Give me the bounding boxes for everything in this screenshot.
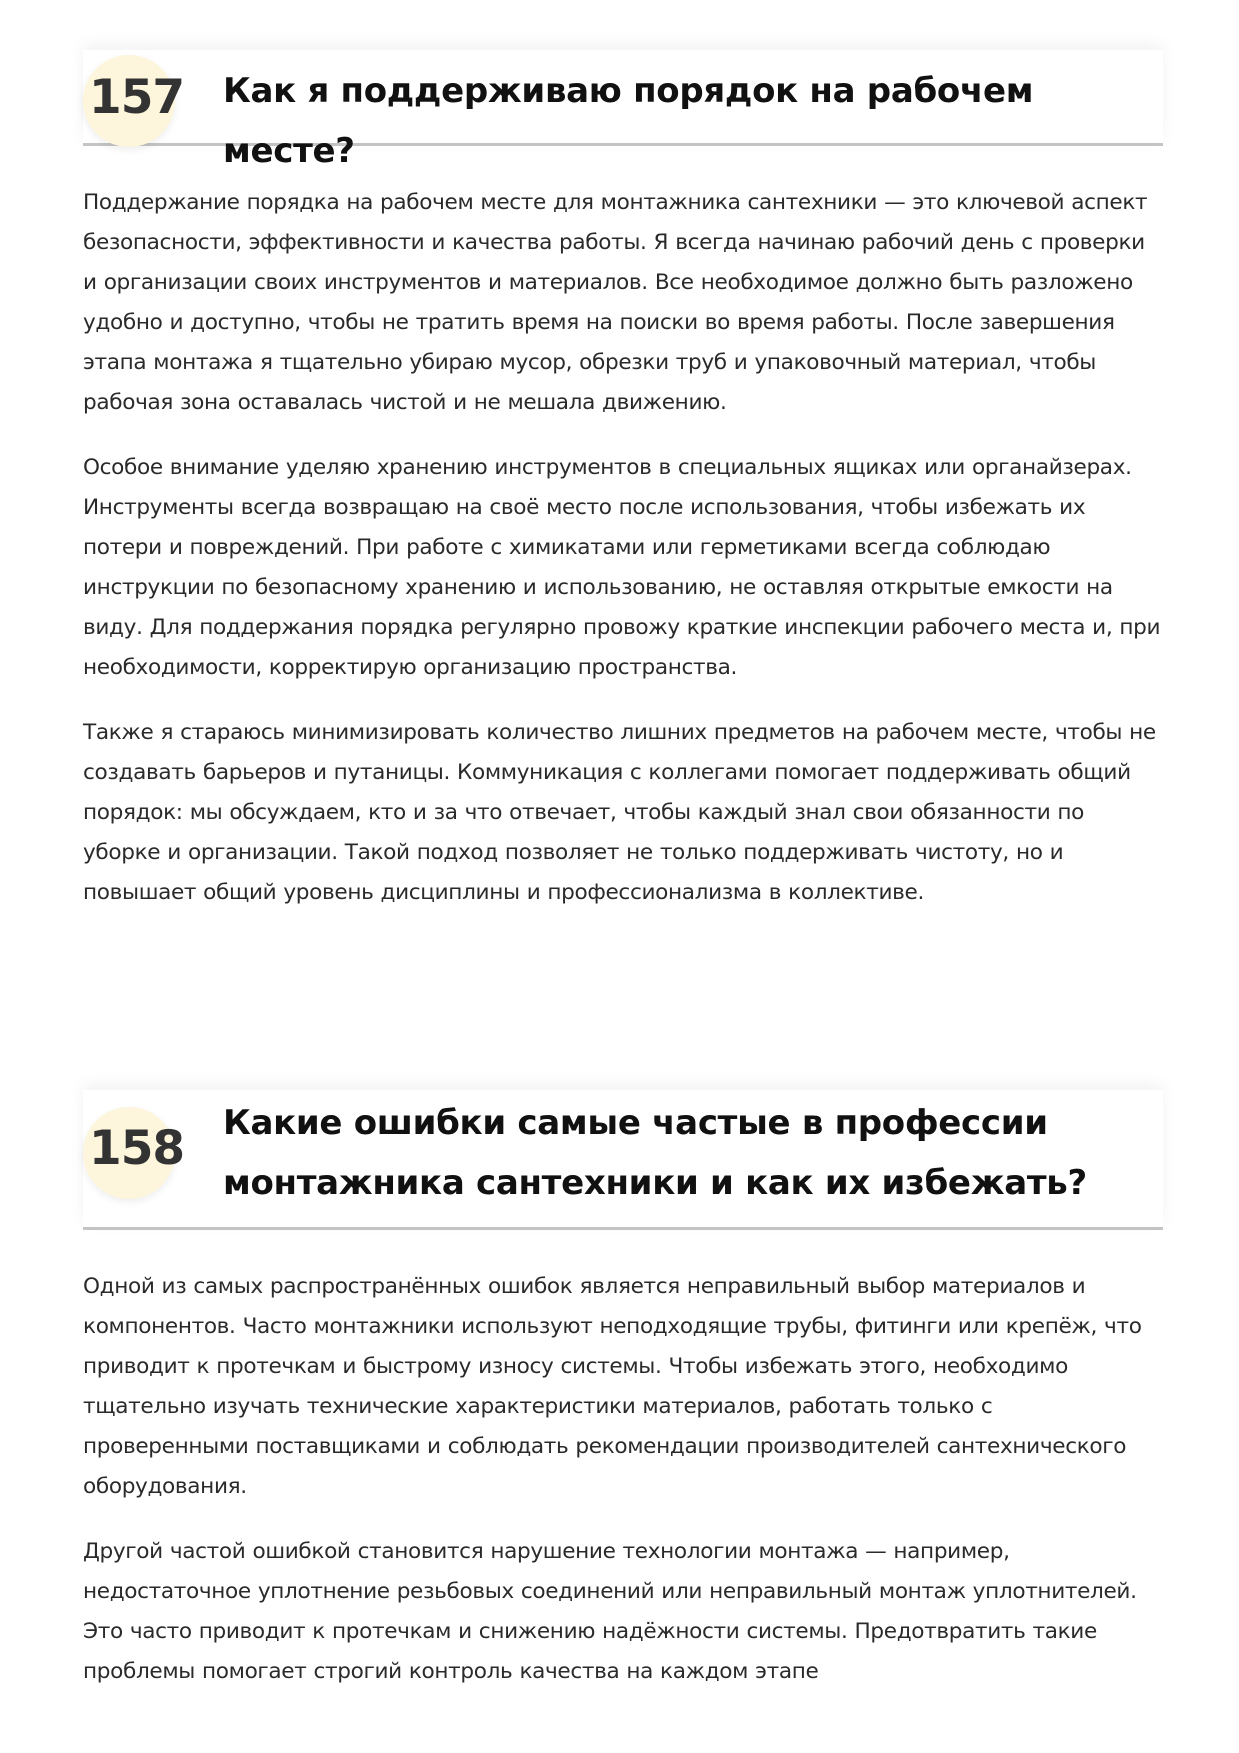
question-section-158 (83, 1090, 1163, 1717)
question-number: 157 (89, 70, 185, 125)
question-number: 158 (89, 1121, 185, 1176)
answer-paragraph: Поддержание порядка на рабочем месте для монтажника сантехники — это ключевой аспект безопасности, эффективности и качества работы. Я всегда начинаю рабочий день с проверки и организации своих инструментов и материалов. Все необходимое должно быть разложено удобно и доступно, чтобы не тратить время на поиски во время работы. После завершения этапа монтажа я тщательно убираю мусор, обрезки труб и упаковочный материал, чтобы рабочая зона оставалась чистой и не мешала движению. (83, 190, 1148, 415)
question-title-line-1: Какие ошибки самые частые в профессии (223, 1103, 1048, 1143)
answer-paragraph: Другой частой ошибкой становится нарушение технологии монтажа — например, недостаточное уплотнение резьбовых соединений или неправильный монтаж уплотнителей. Это часто приводит к протечкам и снижению надёжности системы. Предотвратить такие проблемы помогает строгий контроль качества на каждом этапе (83, 1539, 1137, 1684)
answer-paragraph: Одной из самых распространённых ошибок является неправильный выбор материалов и компонентов. Часто монтажники используют неподходящие трубы, фитинги или крепёж, что приводит к протечкам и быстрому износу системы. Чтобы избежать этого, необходимо тщательно изучать технические характеристики материалов, работать только с проверенными поставщиками и соблюдать рекомендации производителей сантехнического оборудования. (83, 1274, 1142, 1499)
answer-body (83, 1267, 1163, 1692)
question-section-157 (83, 50, 1163, 938)
answer-paragraph: Также я стараюсь минимизировать количество лишних предметов на рабочем месте, чтобы не создавать барьеров и путаницы. Коммуникация с коллегами помогает поддерживать общий порядок: мы обсуждаем, кто и за что отвечает, чтобы каждый знал свои обязанности по уборке и организации. Такой подход позволяет не только поддерживать чистоту, но и повышает общий уровень дисциплины и профессионализма в коллективе. (83, 720, 1156, 905)
question-title-line-2: монтажника сантехники и как их избежать? (223, 1163, 1087, 1203)
question-header (83, 50, 1163, 171)
question-title: Как я поддерживаю порядок на рабочем месте? (223, 71, 1034, 171)
answer-paragraph: Особое внимание уделяю хранению инструментов в специальных ящиках или органайзерах. Инструменты всегда возвращаю на своё место после использования, чтобы избежать их потери и повреждений. При работе с химикатами или герметиками всегда соблюдаю инструкции по безопасному хранению и использованию, не оставляя открытые емкости на виду. Для поддержания порядка регулярно провожу краткие инспекции рабочего места и, при необходимости, корректирую организацию пространства. (83, 455, 1161, 680)
answer-body (83, 183, 1163, 913)
question-header (83, 1090, 1163, 1230)
